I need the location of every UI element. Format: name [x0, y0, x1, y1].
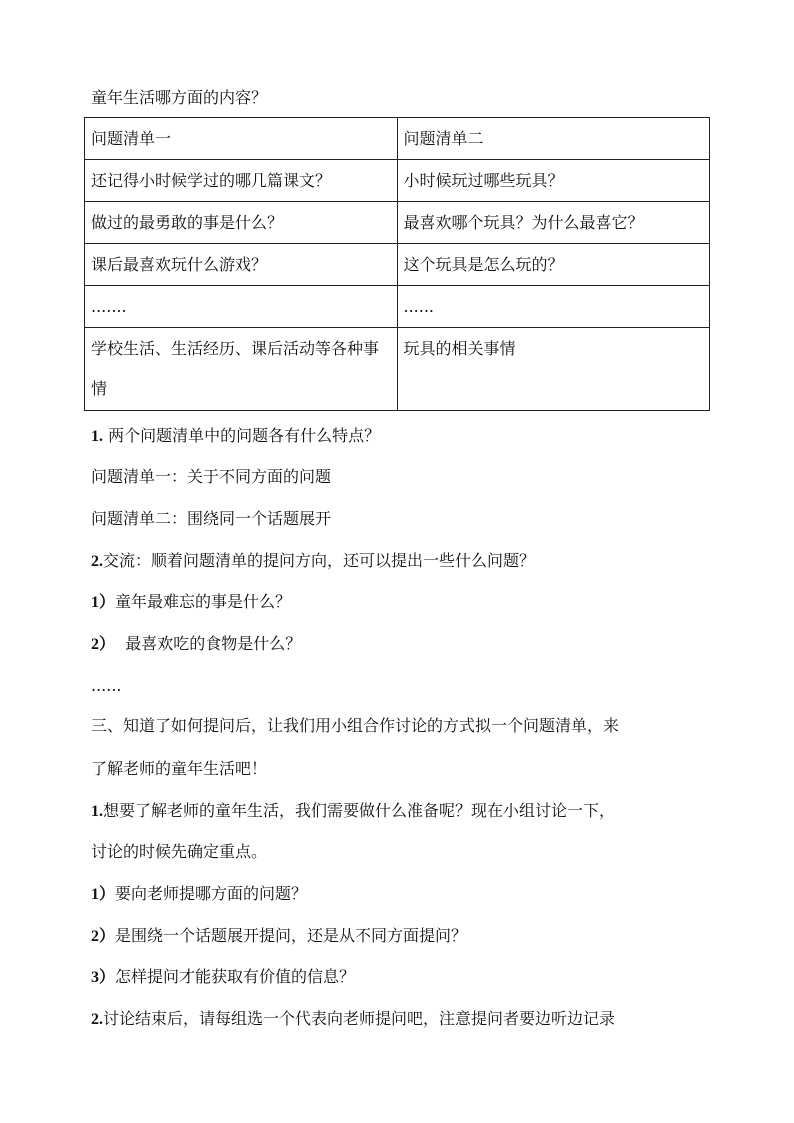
table-row — [85, 202, 710, 244]
question-number: 1. — [91, 428, 103, 445]
paragraph-1-line-1 — [91, 801, 615, 822]
table-row — [85, 328, 710, 411]
question-text: 两个问题清单中的问题各有什么特点？ — [108, 426, 381, 445]
paragraph-text: 讨论结束后，请每组选一个代表向老师提问吧，注意提问者要边听边记录 — [103, 1009, 616, 1028]
item-text: 要向老师提哪方面的问题？ — [115, 884, 308, 903]
list-item — [91, 634, 301, 655]
answer-list-1: 问题清单一：关于不同方面的问题 — [91, 467, 332, 486]
table-header-row — [85, 118, 710, 160]
item-number: 1） — [91, 886, 116, 903]
item-number: 1） — [91, 594, 116, 611]
table-cell: 玩具的相关事情 — [397, 328, 710, 411]
section-3-line-1: 三、知道了如何提问后，让我们用小组合作讨论的方式拟一个问题清单，来 — [91, 716, 620, 735]
list-item — [91, 967, 355, 988]
paragraph-1-line-2: 讨论的时候先确定重点。 — [91, 842, 268, 861]
table-cell: 最喜欢哪个玩具？为什么最喜它？ — [397, 202, 710, 244]
item-text: 是围绕一个话题展开提问，还是从不同方面提问？ — [115, 926, 468, 945]
table-cell: 这个玩具是怎么玩的？ — [397, 244, 710, 286]
answer-list-2: 问题清单二：围绕同一个话题展开 — [91, 509, 332, 528]
item-number: 2） — [91, 636, 116, 653]
paragraph-text: 想要了解老师的童年生活，我们需要做什么准备呢？现在小组讨论一下， — [103, 801, 616, 820]
table-cell: 小时候玩过哪些玩具？ — [397, 160, 710, 202]
question-number: 2. — [91, 553, 103, 570]
paragraph-number: 1. — [91, 803, 103, 820]
table-cell: ...... — [397, 286, 710, 328]
table-header-cell: 问题清单一 — [85, 118, 398, 160]
table-cell: 学校生活、生活经历、课后活动等各种事情 — [85, 328, 398, 411]
table-header-cell: 问题清单二 — [397, 118, 710, 160]
item-text: 怎样提问才能获取有价值的信息？ — [115, 967, 356, 986]
question-2 — [91, 551, 535, 572]
table-cell: 课后最喜欢玩什么游戏？ — [85, 244, 398, 286]
list-item — [91, 592, 291, 613]
item-number: 3） — [91, 969, 116, 986]
question-text: 交流：顺着问题清单的提问方向，还可以提出一些什么问题？ — [103, 551, 536, 570]
question-1 — [91, 426, 380, 447]
paragraph-2 — [91, 1009, 615, 1030]
table-cell: 还记得小时候学过的哪几篇课文？ — [85, 160, 398, 202]
table-cell: 做过的最勇敢的事是什么？ — [85, 202, 398, 244]
item-text: 最喜欢吃的食物是什么？ — [125, 634, 302, 653]
item-text: 童年最难忘的事是什么？ — [115, 592, 292, 611]
list-item — [91, 884, 307, 905]
paragraph-number: 2. — [91, 1011, 103, 1028]
intro-text: 童年生活哪方面的内容？ — [91, 88, 268, 107]
table-cell: ....... — [85, 286, 398, 328]
table-row — [85, 160, 710, 202]
table-row — [85, 286, 710, 328]
section-3-line-2: 了解老师的童年生活吧！ — [91, 759, 268, 778]
item-number: 2） — [91, 928, 116, 945]
table-row — [85, 244, 710, 286]
question-list-table — [84, 117, 710, 411]
ellipsis: ...... — [91, 676, 122, 695]
list-item — [91, 926, 467, 947]
